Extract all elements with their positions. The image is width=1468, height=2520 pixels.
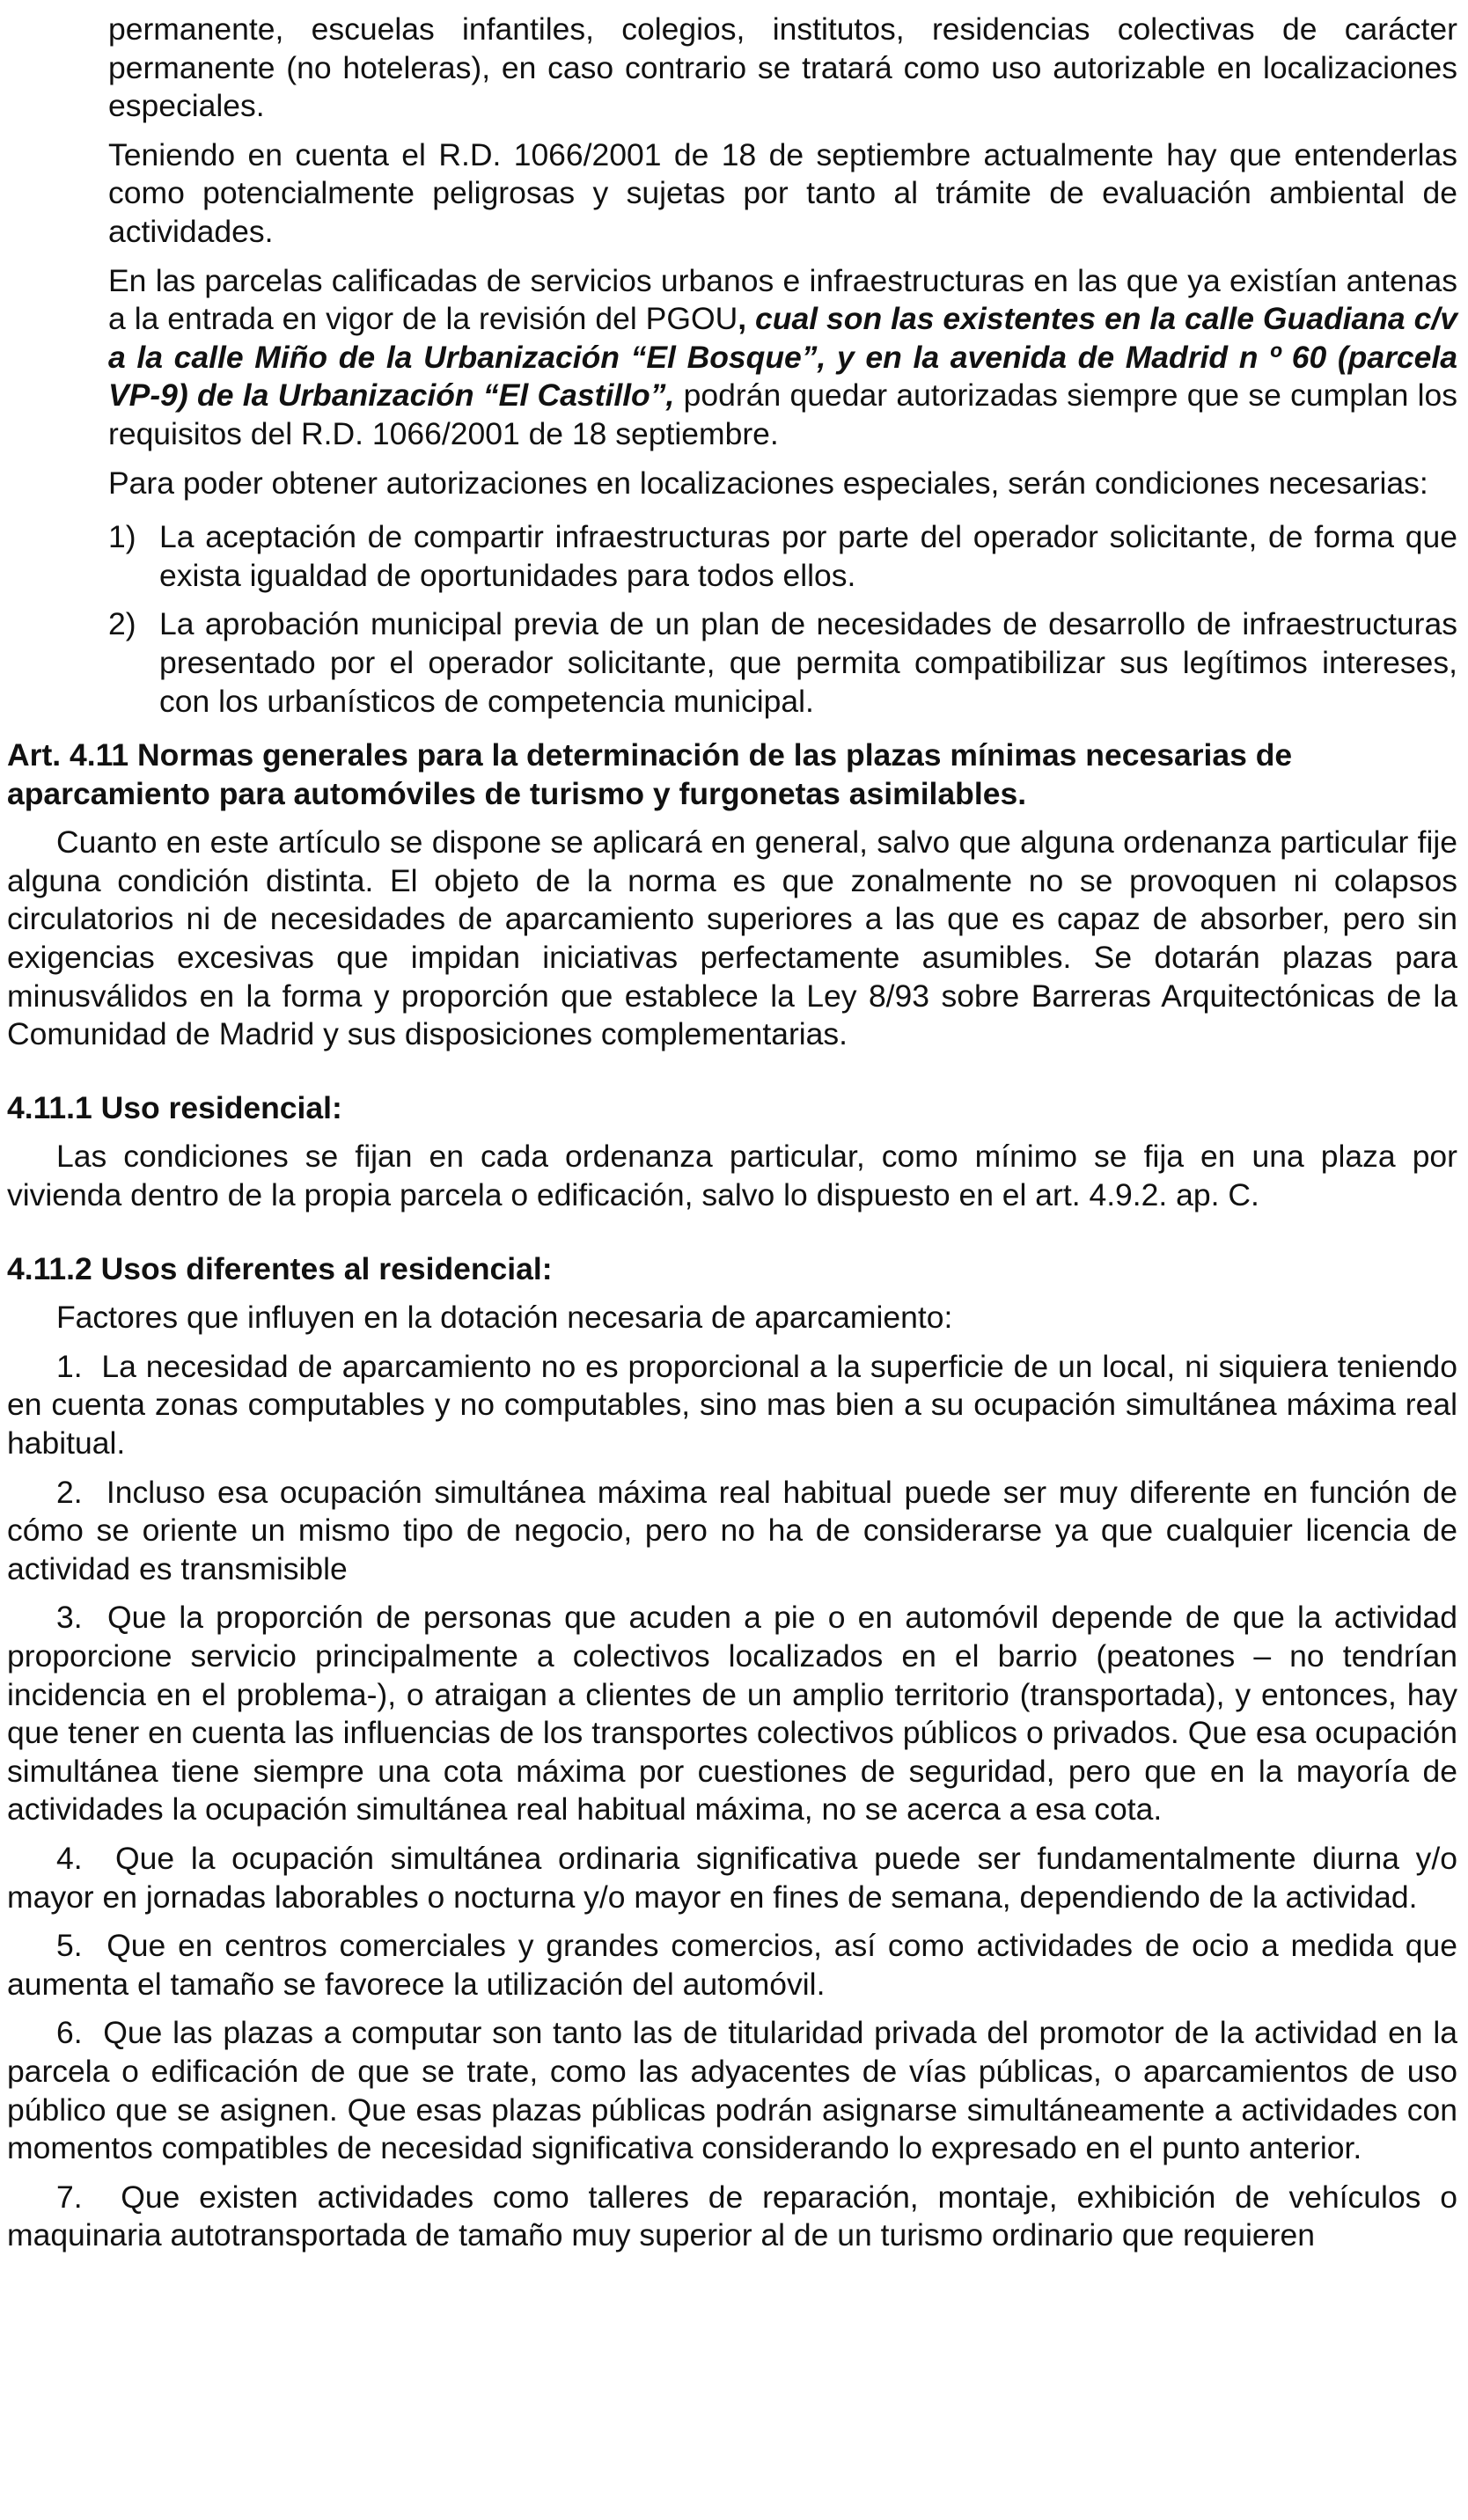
- factor-number: 3.: [56, 1600, 83, 1636]
- paragraph-text: En las parcelas calificadas de servicios urbanos e infraestructuras en las que ya existían antenas a la entrada en vigor de la revisión del PGOU: [108, 262, 1457, 337]
- section-heading: 4.11.1 Uso residencial:: [7, 1089, 342, 1125]
- section-heading: 4.11.2 Usos diferentes al residencial:: [7, 1250, 553, 1286]
- list-item: [108, 605, 1457, 721]
- list-number: 1): [108, 519, 136, 555]
- factor-number: 4.: [56, 1840, 83, 1876]
- list-text: La aceptación de compartir infraestructuras por parte del operador solicitante, de forma que exista igualdad de oportunidades para todos ellos.: [159, 519, 1457, 593]
- factor-text: Que existen actividades como talleres de reparación, montaje, exhibición de vehículos o maquinaria autotransportada de tamaño muy superior al de un turismo ordinario que requieren: [7, 2179, 1457, 2253]
- list-number: 2): [108, 606, 136, 642]
- factor-text: Que en centros comerciales y grandes comercios, así como actividades de ocio a medida que aumenta el tamaño se favorece la utilización del automóvil.: [7, 1928, 1457, 2002]
- list-text: La aprobación municipal previa de un plan de necesidades de desarrollo de infraestructuras presentado por el operador solicitante, que permita compatibilizar sus legítimos intereses, con los urbanísticos de competencia municipal.: [159, 606, 1457, 719]
- paragraph: permanente, escuelas infantiles, colegios, institutos, residencias colectivas de carácter permanente (no hoteleras), en caso contrario se tratará como uso autorizable en localizaciones especiales.: [108, 11, 1457, 124]
- factor-item: [7, 1348, 1457, 1463]
- conditions-list: [108, 518, 1457, 721]
- paragraph: Teniendo en cuenta el R.D. 1066/2001 de 18 de septiembre actualmente hay que entenderlas como potencialmente peligrosas y sujetas por tanto al trámite de evaluación ambiental de actividades.: [108, 136, 1457, 249]
- factor-text: Incluso esa ocupación simultánea máxima real habitual puede ser muy diferente en función de cómo se oriente un mismo tipo de negocio, pero no ha de considerarse ya que cualquier licencia de actividad es transmisible: [7, 1474, 1457, 1586]
- paragraph: Para poder obtener autorizaciones en localizaciones especiales, serán condiciones necesarias:: [108, 465, 1428, 501]
- factor-number: 2.: [56, 1474, 83, 1510]
- factor-number: 7.: [56, 2179, 83, 2215]
- emphasized-text: cual son las existentes en la calle Guadiana c/v a la calle Miño de la Urbanización “El Bosque”, y en la avenida de Madrid n º 60 (parcela VP-9) de la Urbanización “El Castillo”,: [108, 301, 1457, 414]
- comma: ,: [738, 301, 756, 337]
- factor-text: La necesidad de aparcamiento no es proporcional a la superficie de un local, ni siquiera teniendo en cuenta zonas computables y no computables, sino mas bien a su ocupación simultánea máxima real habitual.: [7, 1348, 1457, 1461]
- factor-number: 1.: [56, 1348, 83, 1384]
- factor-item: [7, 1927, 1457, 2004]
- article-body: Cuanto en este artículo se dispone se aplicará en general, salvo que alguna ordenanza particular fije alguna condición distinta. El objeto de la norma es que zonalmente no se provoquen ni colapsos circulatorios ni de necesidades de aparcamiento superiores a las que es capaz de absorber, pero sin exigencias excesivas que impidan iniciativas perfectamente asumibles. Se dotarán plazas para minusválidos en la forma y proporción que establece la Ley 8/93 sobre Barreras Arquitectónicas de la Comunidad de Madrid y sus disposiciones complementarias.: [7, 824, 1457, 1052]
- factor-number: 6.: [56, 2015, 83, 2051]
- factor-item: [7, 1474, 1457, 1589]
- factor-text: Que la ocupación simultánea ordinaria significativa puede ser fundamentalmente diurna y/o mayor en jornadas laborables o nocturna y/o mayor en fines de semana, dependiendo de la actividad.: [7, 1840, 1458, 1915]
- factor-item: [7, 1840, 1457, 1916]
- factor-item: [7, 2179, 1457, 2255]
- factor-text: Que la proporción de personas que acuden a pie o en automóvil depende de que la actividad proporcione servicio principalmente a colectivos localizados en el barrio (peatones – no tendrían incidencia en el problema-), o atraigan a clientes de un amplio territorio (transportada), y entonces, hay que tener en cuenta las influencias de los transportes colectivos públicos o privados. Que esa ocupación simultánea tiene siempre una cota máxima por cuestiones de seguridad, pero que en la mayoría de actividades la ocupación simultánea real habitual máxima, no se acerca a esa cota.: [7, 1600, 1457, 1828]
- factor-number: 5.: [56, 1928, 83, 1964]
- section-intro: Factores que influyen en la dotación necesaria de aparcamiento:: [56, 1300, 953, 1336]
- intro-section: [108, 11, 1457, 502]
- factor-text: Que las plazas a computar son tanto las de titularidad privada del promotor de la actividad en la parcela o edificación de que se trate, como las adyacentes de vías públicas, o aparcamientos de uso público que se asignen. Que esas plazas públicas podrán asignarse simultáneamente a actividades con momentos compatibles de necesidad significativa considerando lo expresado en el punto anterior.: [7, 2015, 1457, 2166]
- list-item: [108, 518, 1457, 595]
- article-heading: Art. 4.11 Normas generales para la determinación de las plazas mínimas necesarias de aparcamiento para automóviles de turismo y furgonetas asimilables.: [7, 737, 1293, 811]
- section-body: Las condiciones se fijan en cada ordenanza particular, como mínimo se fija en una plaza por vivienda dentro de la propia parcela o edificación, salvo lo dispuesto en el art. 4.9.2. ap. C.: [7, 1139, 1457, 1213]
- factor-item: [7, 1599, 1457, 1829]
- document-page: [7, 11, 1457, 2266]
- paragraph-text: podrán quedar autorizadas siempre que se cumplan los requisitos del R.D. 1066/2001 de 18 septiembre.: [108, 377, 1457, 451]
- paragraph: [108, 262, 1457, 454]
- factor-item: [7, 2014, 1457, 2167]
